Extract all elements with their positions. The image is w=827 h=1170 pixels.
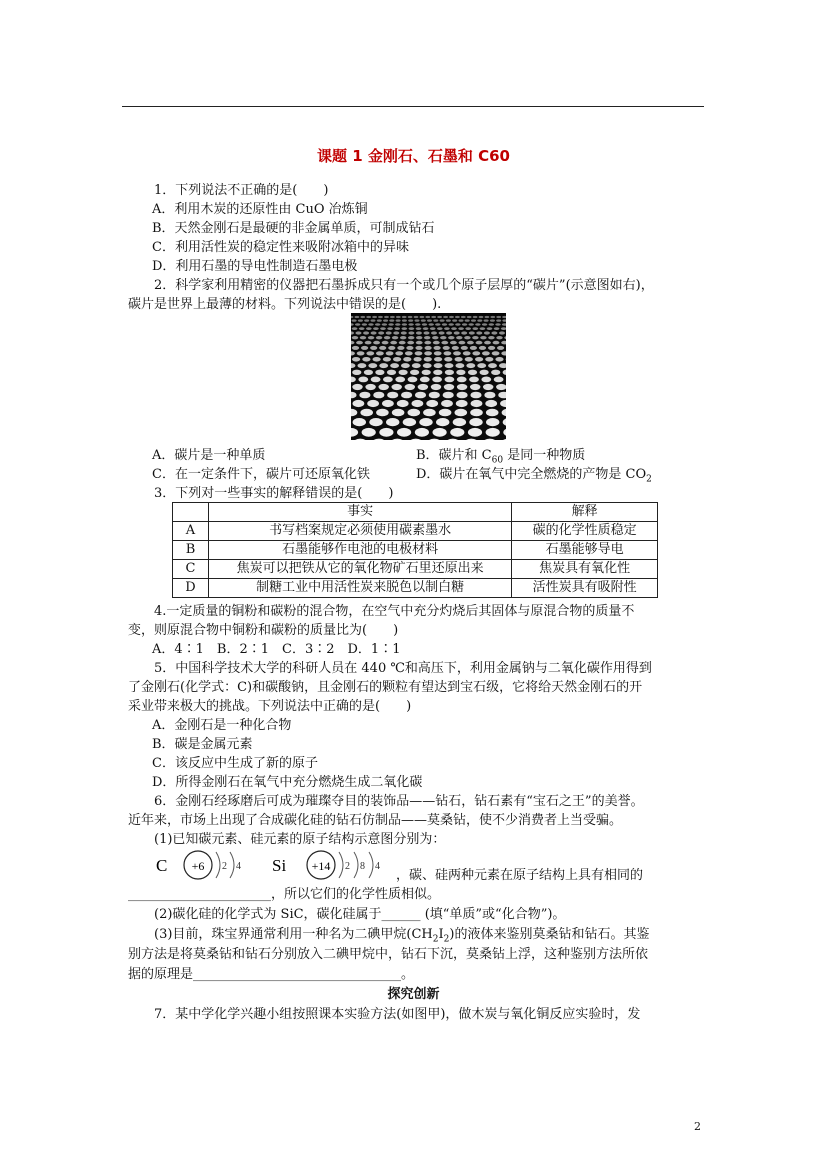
q6-part3-line3: 据的原理是________________________________。 — [128, 967, 415, 982]
carbon-nucleus-charge: +6 — [191, 859, 205, 873]
table-cell-label: C — [173, 560, 209, 579]
table-cell-fact: 石墨能够作电池的电极材料 — [208, 541, 511, 560]
table-cell-explanation: 活性炭具有吸附性 — [512, 579, 658, 598]
q5-option-a: A．金刚石是一种化合物 — [152, 718, 292, 733]
q6-part3-line1: (3)目前，珠宝界通常利用一种名为二碘甲烷$(CH_2I_2)$的液体来鉴别莫桑钻和钻石。其鉴 — [154, 927, 650, 945]
table-cell-fact: 书写档案规定必须使用碳素墨水 — [208, 522, 511, 541]
carbon-shell-2: 4 — [236, 861, 241, 872]
q3-stem: 3．下列对一些事实的解释错误的是( ) — [154, 486, 394, 501]
q1-option-c: C．利用活性炭的稳定性来吸附冰箱中的异味 — [152, 240, 409, 255]
q6-part1-blank: ______________________，所以它们的化学性质相似。 — [128, 887, 441, 902]
q4-options: A．4∶1 B．2∶1 C．3∶2 D．1∶1 — [152, 642, 401, 657]
q1-option-b: B．天然金刚石是最硬的非金属单质，可制成钻石 — [152, 221, 435, 236]
q2-stem-line1: 2．科学家利用精密的仪器把石墨拆成只有一个或几个原子层厚的“碳片”(示意图如右)， — [154, 278, 654, 293]
silicon-shell-1: 2 — [345, 861, 350, 872]
table-header-row — [173, 503, 658, 522]
table-cell-fact: 焦炭可以把铁从它的氧化物矿石里还原出来 — [208, 560, 511, 579]
q6-part2: (2)碳化硅的化学式为 SiC，碳化硅属于______ (填“单质”或“化合物”)。 — [154, 907, 566, 922]
facts-table — [172, 502, 658, 598]
table-header-cell: 解释 — [512, 503, 658, 522]
q6-stem-line1: 6．金刚石经琢磨后可成为璀璨夺目的装饰品——钻石，钻石素有“宝石之王”的美誉。 — [154, 794, 644, 809]
q5-option-c: C．该反应中生成了新的原子 — [152, 756, 318, 771]
q1-stem: 1．下列说法不正确的是( ) — [154, 183, 329, 198]
page-number: 2 — [694, 1120, 701, 1133]
q2-option-a: A．碳片是一种单质 — [152, 448, 266, 463]
silicon-symbol: Si — [272, 856, 287, 875]
table-cell-explanation: 碳的化学性质稳定 — [512, 522, 658, 541]
q5-stem-line1: 5．中国科学技术大学的科研人员在 440 ℃和高压下，利用金属钠与二氧化碳作用得到 — [154, 661, 652, 676]
table-row — [173, 522, 658, 541]
table-cell-label: A — [173, 522, 209, 541]
q4-stem-line2: 变，则原混合物中铜粉和碳粉的质量比为( ) — [128, 623, 399, 638]
q2-option-c: C．在一定条件下，碳片可还原氧化铁 — [152, 467, 370, 482]
q2-stem-line2: 碳片是世界上最薄的材料。下列说法中错误的是( ). — [128, 297, 442, 312]
table-header-cell — [173, 503, 209, 522]
q5-stem-line3: 采业带来极大的挑战。下列说法中正确的是( ) — [128, 699, 412, 714]
silicon-shell-arc — [339, 852, 343, 878]
table-cell-explanation: 焦炭具有氧化性 — [512, 560, 658, 579]
silicon-atom-diagram — [268, 847, 394, 883]
table-row — [173, 579, 658, 598]
q5-stem-line2: 了金刚石(化学式：C)和碳酸钠，且金刚石的颗粒有望达到宝石级，它将给天然金刚石的开 — [128, 680, 643, 695]
table-row — [173, 541, 658, 560]
carbon-symbol: C — [156, 856, 168, 875]
silicon-shell-arc — [369, 852, 373, 878]
q6-part3-line2: 别方法是将莫桑钻和钻石分别放入二碘甲烷中，钻石下沉，莫桑钻上浮，这种鉴别方法所依 — [128, 947, 649, 962]
page-title: 课题 1 金刚石、石墨和 C60 — [317, 147, 510, 165]
silicon-shell-3: 4 — [375, 861, 380, 872]
q1-option-d: D．利用石墨的导电性制造石墨电极 — [152, 259, 358, 274]
silicon-nucleus-charge: +14 — [311, 859, 331, 873]
carbon-shell-arc — [230, 852, 234, 878]
q4-stem-line1: 4.一定质量的铜粉和碳粉的混合物，在空气中充分灼烧后其固体与原混合物的质量不 — [154, 604, 635, 619]
q6-part1: (1)已知碳元素、硅元素的原子结构示意图分别为： — [154, 832, 446, 847]
table-cell-explanation: 石墨能够导电 — [512, 541, 658, 560]
silicon-shell-arc — [354, 852, 358, 878]
q5-option-d: D．所得金刚石在氧气中充分燃烧生成二氧化碳 — [152, 775, 423, 790]
table-cell-fact: 制糖工业中用活性炭来脱色以制白糖 — [208, 579, 511, 598]
table-cell-label: B — [173, 541, 209, 560]
graphene-image — [351, 313, 506, 440]
q7-stem: 7．某中学化学兴趣小组按照课本实验方法(如图甲)，做木炭与氧化铜反应实验时，发 — [154, 1007, 641, 1022]
carbon-atom-diagram — [150, 847, 250, 883]
silicon-shell-2: 8 — [360, 861, 365, 872]
q6-stem-line2: 近年来，市场上出现了合成碳化硅的钻石仿制品——莫桑钻，使不少消费者上当受骗。 — [128, 813, 623, 828]
q2-option-d: D．碳片在氧气中完全燃烧的产物是 $CO_2$ — [416, 467, 652, 485]
q1-option-a: A．利用木炭的还原性由 CuO 冶炼铜 — [152, 202, 368, 217]
table-row — [173, 560, 658, 579]
q5-option-b: B．碳是金属元素 — [152, 737, 253, 752]
section-heading: 探究创新 — [387, 987, 440, 1002]
header-rule — [122, 106, 704, 107]
table-cell-label: D — [173, 579, 209, 598]
carbon-shell-arc — [216, 852, 220, 878]
q2-option-b: B．碳片和 $C_{60}$ 是同一种物质 — [416, 448, 586, 466]
q6-part1-tail: ，碳、硅两种元素在原子结构上具有相同的 — [396, 868, 644, 883]
carbon-shell-1: 2 — [222, 861, 227, 872]
table-header-cell: 事实 — [208, 503, 511, 522]
